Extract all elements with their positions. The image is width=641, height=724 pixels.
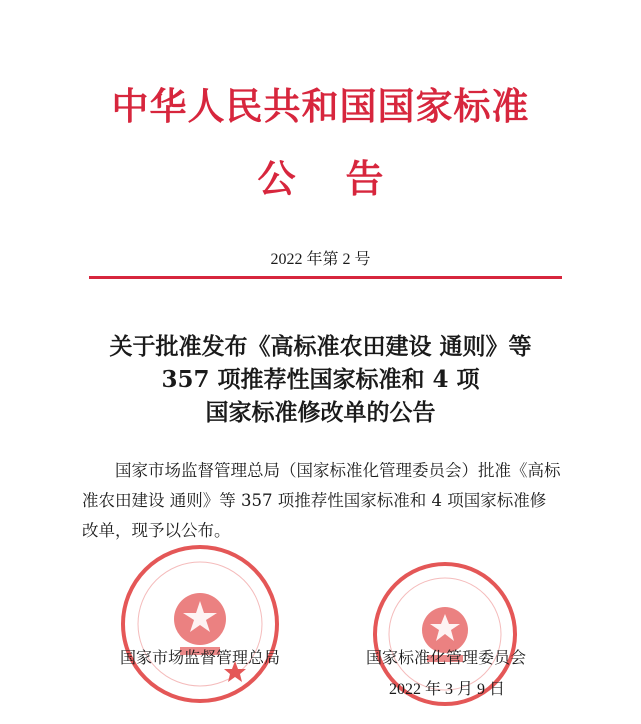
- heading-line-3: 国家标准修改单的公告: [205, 399, 436, 426]
- masthead-subtitle: 公告: [257, 156, 434, 201]
- issue-number: 2022 年第 2 号: [270, 251, 371, 268]
- official-seal-samr: [121, 545, 279, 703]
- announcement-date: 2022 年 3 月 9 日: [389, 681, 506, 698]
- signatory-samr: 国家市场监督管理总局: [120, 648, 281, 667]
- heading-line-1: 关于批准发布《高标准农田建设 通则》等: [109, 333, 532, 360]
- signatory-sac: 国家标准化管理委员会: [366, 648, 527, 667]
- seal-emblem-icon: [125, 549, 275, 699]
- heading-line-2: 357 项推荐性国家标准和 4 项: [161, 366, 480, 393]
- red-divider-rule: [89, 276, 562, 279]
- masthead-title: 中华人民共和国国家标准: [111, 84, 530, 128]
- announcement-heading: [0, 330, 641, 429]
- announcement-body: 国家市场监督管理总局（国家标准化管理委员会）批准《高标准农田建设 通则》等 357 项推荐性国家标准和 4 项国家标准修改单，现予以公布。: [82, 461, 561, 540]
